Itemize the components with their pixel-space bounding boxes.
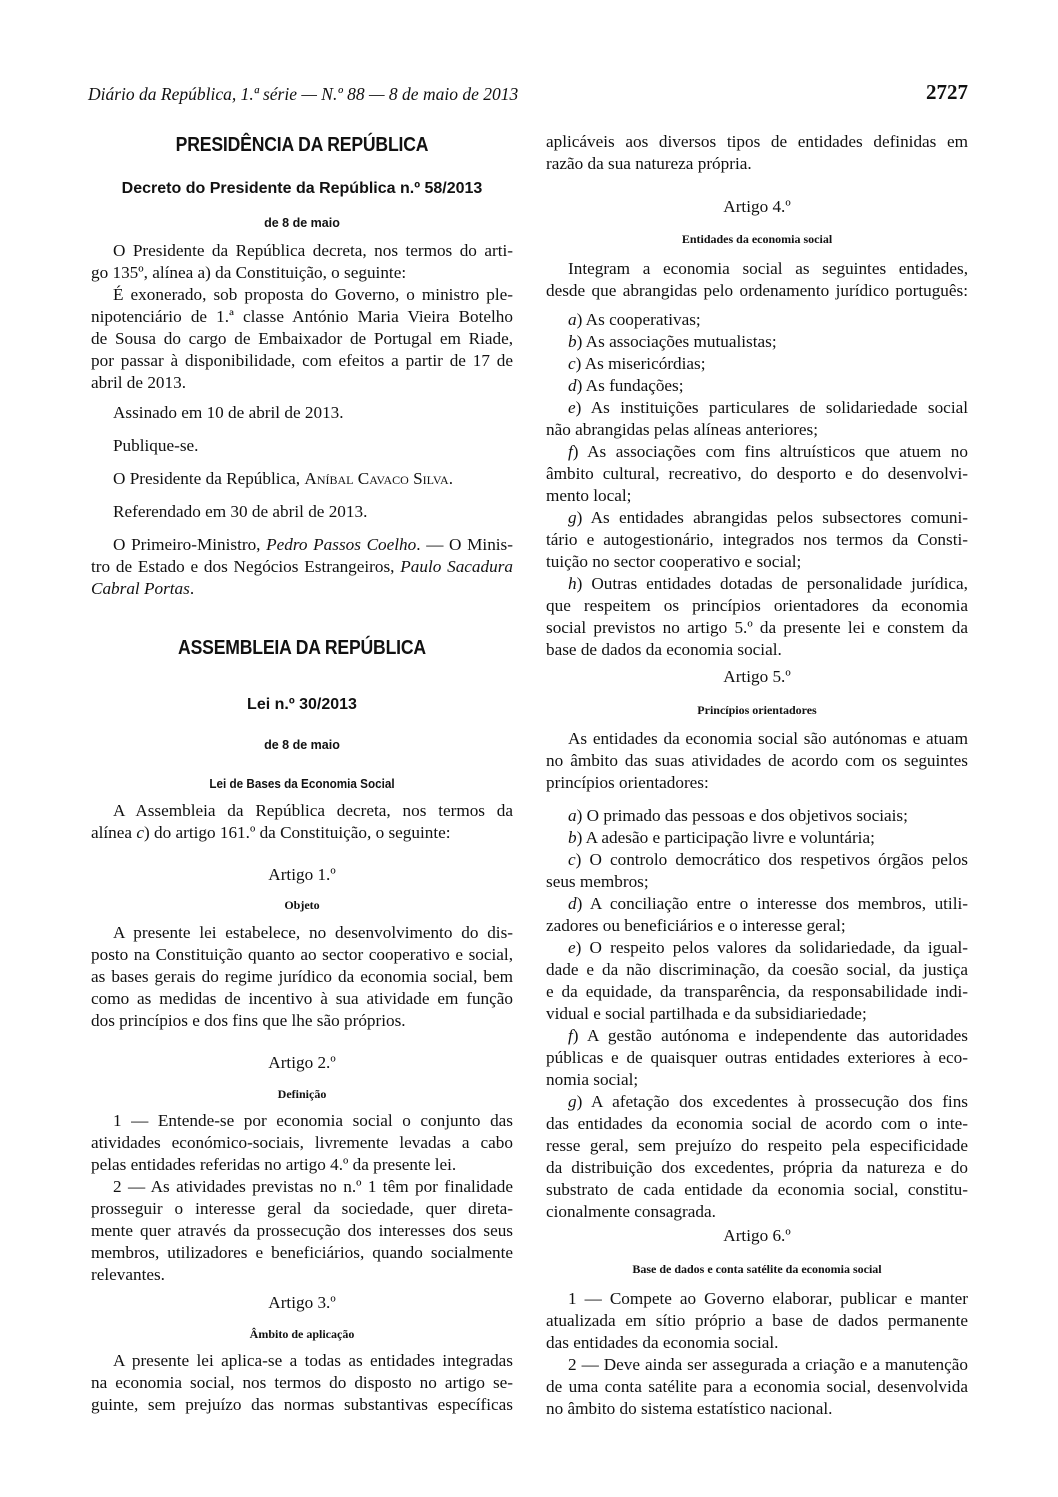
pm-name: Pedro Passos Coelho — [266, 535, 417, 554]
item-letter: c — [568, 850, 576, 869]
pm-prefix: O Primeiro-Ministro, — [113, 535, 267, 554]
item-text: As misericórdias; — [584, 354, 706, 373]
publish-note: Publique-se. — [113, 436, 199, 455]
list-item: c) O controlo democrático dos respetivos órgãos pelos — [568, 850, 968, 869]
item-letter: g — [568, 508, 577, 527]
item-letter: b — [568, 828, 577, 847]
law-intro-letter: c — [136, 823, 144, 842]
list-item-cont: resse geral, sem prejuízo do respeito pela especificidade — [546, 1136, 968, 1155]
article-line: 2 — Deve ainda ser assegurada a criação e a manutenção — [568, 1355, 968, 1374]
item-letter: a — [568, 806, 577, 825]
item-text: As entidades abrangidas pelos subsectores comuni- — [590, 508, 969, 527]
president-suffix: . — [448, 469, 453, 488]
list-item-cont: e da equidade, da transparência, da responsabilidade indi- — [546, 982, 968, 1001]
item-letter: g — [568, 1092, 577, 1111]
referenced-date: Referendado em 30 de abril de 2013. — [113, 502, 368, 521]
list-item-cont: não abrangidas pelas alíneas anteriores; — [546, 420, 819, 439]
list-item: e) As instituições particulares de solidariedade social — [568, 398, 968, 417]
article-line: posto na Constituição quanto ao sector cooperativo e social, — [91, 945, 513, 964]
list-item-cont: social previstos no artigo 5.º da presente lei e constem da — [546, 618, 968, 637]
item-text: O controlo democrático dos respetivos órgãos pelos — [589, 850, 968, 869]
article-line: As entidades da economia social são autónomas e atuam — [568, 729, 968, 748]
minister-signature-line — [91, 578, 513, 600]
article-line: 1 — Compete ao Governo elaborar, publicar e manter — [568, 1289, 968, 1308]
article-rubric: Princípios orientadores — [697, 703, 817, 717]
list-item-cont: mento local; — [546, 486, 632, 505]
section-title-presidencia: PRESIDÊNCIA DA REPÚBLICA — [175, 134, 429, 156]
decree-line: É exonerado, sob proposta do Governo, o ministro ple- — [113, 285, 513, 304]
item-text: Outras entidades dotadas de personalidade jurídica, — [591, 574, 968, 593]
decree-line: por passar à disponibilidade, com efeitos a partir de 17 de — [91, 351, 513, 370]
president-prefix: O Presidente da República, — [113, 469, 305, 488]
item-text: As fundações; — [585, 376, 684, 395]
item-letter: a — [568, 310, 577, 329]
list-item: f) A gestão autónoma e independente das autoridades — [568, 1026, 968, 1045]
article-line: 2 — As atividades previstas no n.º 1 têm por finalidade — [113, 1177, 513, 1196]
decree-line: abril de 2013. — [91, 373, 186, 392]
pm-suffix: . — O Minis- — [416, 535, 513, 554]
article-line: prosseguir o interesse geral da sociedade, quer direta- — [91, 1199, 513, 1218]
list-item: g) As entidades abrangidas pelos subsectores comuni- — [568, 508, 969, 527]
minister-prefix: tro de Estado e dos Negócios Estrangeiros, — [91, 557, 401, 576]
list-item: d) A conciliação entre o interesse dos membros, utili- — [568, 894, 968, 913]
item-letter: b — [568, 332, 577, 351]
law-subtitle: Lei de Bases da Economia Social — [209, 776, 395, 791]
list-item: d) As fundações; — [568, 376, 684, 395]
article-line: no âmbito das suas atividades de acordo com os seguintes — [546, 751, 968, 770]
decree-title: Decreto do Presidente da República n.º 58/2013 — [121, 180, 483, 197]
list-item-cont: dade e da não discriminação, da coesão social, da justiça — [546, 960, 968, 979]
law-intro-text: ) do artigo 161.º da Constituição, o seguinte: — [143, 823, 451, 842]
article-title: Artigo 2.º — [268, 1053, 336, 1072]
list-item: h) Outras entidades dotadas de personalidade jurídica, — [568, 574, 968, 593]
list-item: b) As associações mutualistas; — [568, 332, 777, 351]
section-title-assembleia: ASSEMBLEIA DA REPÚBLICA — [178, 637, 426, 659]
list-item-cont: nomia social; — [546, 1070, 639, 1089]
article-title: Artigo 1.º — [268, 865, 336, 884]
item-text: As associações com fins altruísticos que atuem no — [587, 442, 968, 461]
list-item: b) A adesão e participação livre e voluntária; — [568, 828, 875, 847]
item-text: A afetação dos excedentes à prossecução dos fins — [591, 1092, 968, 1111]
list-item: g) A afetação dos excedentes à prossecução dos fins — [568, 1092, 968, 1111]
item-text: O primado das pessoas e dos objetivos sociais; — [586, 806, 908, 825]
list-item-cont: substrato de cada entidade da economia social, constitu- — [546, 1180, 968, 1199]
article-title: Artigo 4.º — [723, 197, 791, 216]
article-rubric: Definição — [277, 1087, 327, 1101]
article-title: Artigo 6.º — [723, 1226, 791, 1245]
article-title: Artigo 3.º — [268, 1293, 336, 1312]
list-item: c) As misericórdias; — [568, 354, 706, 373]
article-line: A presente lei estabelece, no desenvolvimento do dis- — [113, 923, 513, 942]
article-line: relevantes. — [91, 1265, 165, 1284]
item-letter: d — [568, 894, 577, 913]
item-letter: e — [568, 398, 576, 417]
list-item-cont: da distribuição dos excedentes, própria da natureza e do — [546, 1158, 968, 1177]
law-intro-text: alínea — [91, 823, 137, 842]
article-line: A presente lei aplica-se a todas as entidades integradas — [113, 1351, 513, 1370]
list-item-cont: âmbito cultural, recreativo, do desporto e do desenvolvi- — [546, 464, 968, 483]
article-line: de uma conta satélite para a economia social, desenvolvida — [546, 1377, 968, 1396]
article-line: membros, utilizadores e beneficiários, quando socialmente — [91, 1243, 513, 1262]
item-text: As associações mutualistas; — [585, 332, 777, 351]
list-item-cont: vidual e social partilhada e da subsidiariedade; — [546, 1004, 867, 1023]
article-line: desde que abrangidas pelo ordenamento jurídico português: — [546, 281, 968, 300]
article-line: as bases gerais do regime jurídico da economia social, bem — [91, 967, 513, 986]
list-item-cont: que respeitem os princípios orientadores da economia — [546, 596, 968, 615]
article-line: razão da sua natureza própria. — [546, 154, 752, 173]
list-item: a) As cooperativas; — [568, 310, 701, 329]
item-letter: f — [568, 442, 573, 461]
article-line: atividades económico-sociais, livremente levadas a cabo — [91, 1133, 513, 1152]
item-text: A adesão e participação livre e voluntária; — [585, 828, 875, 847]
article-line: no âmbito do sistema estatístico nacional. — [546, 1399, 833, 1418]
law-intro-line: A Assembleia da República decreta, nos termos da — [113, 801, 513, 820]
article-line: como as medidas de incentivo à sua atividade em função — [91, 989, 513, 1008]
law-intro-line — [91, 822, 513, 844]
list-item-cont: das entidades da economia social de acordo com o inte- — [546, 1114, 968, 1133]
item-text: As cooperativas; — [585, 310, 701, 329]
article-line: guinte, sem prejuízo das normas substantivas específicas — [91, 1395, 513, 1414]
law-title: Lei n.º 30/2013 — [247, 696, 357, 713]
item-letter: c — [568, 354, 576, 373]
list-item-cont: tuição no sector cooperativo e social; — [546, 552, 802, 571]
list-item-cont: cionalmente consagrada. — [546, 1202, 716, 1221]
page-number: 2727 — [926, 80, 968, 104]
item-text: O respeito pelos valores da solidariedade, da igual- — [589, 938, 968, 957]
decree-line: O Presidente da República decreta, nos termos do arti- — [113, 241, 513, 260]
article-line: na economia social, nos termos do disposto no artigo se- — [91, 1373, 513, 1392]
item-letter: e — [568, 938, 576, 957]
item-letter: h — [568, 574, 577, 593]
article-title: Artigo 5.º — [723, 667, 791, 686]
article-line: pelas entidades referidas no artigo 4.º da presente lei. — [91, 1155, 457, 1174]
article-rubric: Base de dados e conta satélite da economia social — [632, 1262, 882, 1276]
minister-name: Paulo Sacadura — [400, 557, 513, 576]
decree-line: nipotenciário de 1.ª classe António Maria Vieira Botelho — [91, 307, 513, 326]
minister-suffix: . — [189, 579, 195, 598]
minister-signature-line — [91, 556, 513, 578]
signed-date: Assinado em 10 de abril de 2013. — [113, 403, 344, 422]
list-item-cont: zadores ou beneficiários e o interesse geral; — [546, 916, 846, 935]
item-text: As instituições particulares de solidariedade social — [590, 398, 968, 417]
article-line: das entidades da economia social. — [546, 1333, 779, 1352]
article-line: Integram a economia social as seguintes entidades, — [568, 259, 968, 278]
running-header: Diário da República, 1.ª série — N.º 88 — 8 de maio de 2013 — [88, 84, 519, 104]
list-item-cont: seus membros; — [546, 872, 649, 891]
list-item: a) O primado das pessoas e dos objetivos sociais; — [568, 806, 908, 825]
article-line: princípios orientadores: — [546, 773, 709, 792]
article-line: aplicáveis aos diversos tipos de entidades definidas em — [546, 132, 968, 151]
item-letter: d — [568, 376, 577, 395]
list-item-cont: públicas e de quaisquer outras entidades exteriores à eco- — [546, 1048, 968, 1067]
article-line: atualizada em sítio próprio a base de dados permanente — [546, 1311, 968, 1330]
list-item-cont: base de dados da economia social. — [546, 640, 782, 659]
article-line: mente quer através da prossecução dos interesses dos seus — [91, 1221, 513, 1240]
decree-line: de Sousa do cargo de Embaixador de Portugal em Riade, — [91, 329, 513, 348]
list-item: e) O respeito pelos valores da solidariedade, da igual- — [568, 938, 968, 957]
article-rubric: Objeto — [284, 898, 320, 912]
president-name: Aníbal Cavaco Silva — [304, 469, 449, 488]
law-date: de 8 de maio — [264, 738, 340, 752]
president-signature — [91, 468, 513, 490]
list-item-cont: tário e autogestionário, integrados nos termos da Consti- — [546, 530, 968, 549]
article-line: dos princípios e dos fins que lhe são próprios. — [91, 1011, 406, 1030]
minister-name-cont: Cabral Portas — [91, 579, 190, 598]
item-letter: f — [568, 1026, 573, 1045]
article-line: 1 — Entende-se por economia social o conjunto das — [113, 1111, 513, 1130]
pm-signature-line — [91, 534, 513, 556]
article-rubric: Âmbito de aplicação — [249, 1327, 355, 1341]
decree-date: de 8 de maio — [264, 216, 340, 230]
list-item: f) As associações com fins altruísticos que atuem no — [568, 442, 968, 461]
item-text: A gestão autónoma e independente das autoridades — [586, 1026, 968, 1045]
decree-line: go 135º, alínea a) da Constituição, o seguinte: — [91, 263, 407, 282]
item-text: A conciliação entre o interesse dos membros, utili- — [589, 894, 968, 913]
article-rubric: Entidades da economia social — [681, 232, 833, 246]
